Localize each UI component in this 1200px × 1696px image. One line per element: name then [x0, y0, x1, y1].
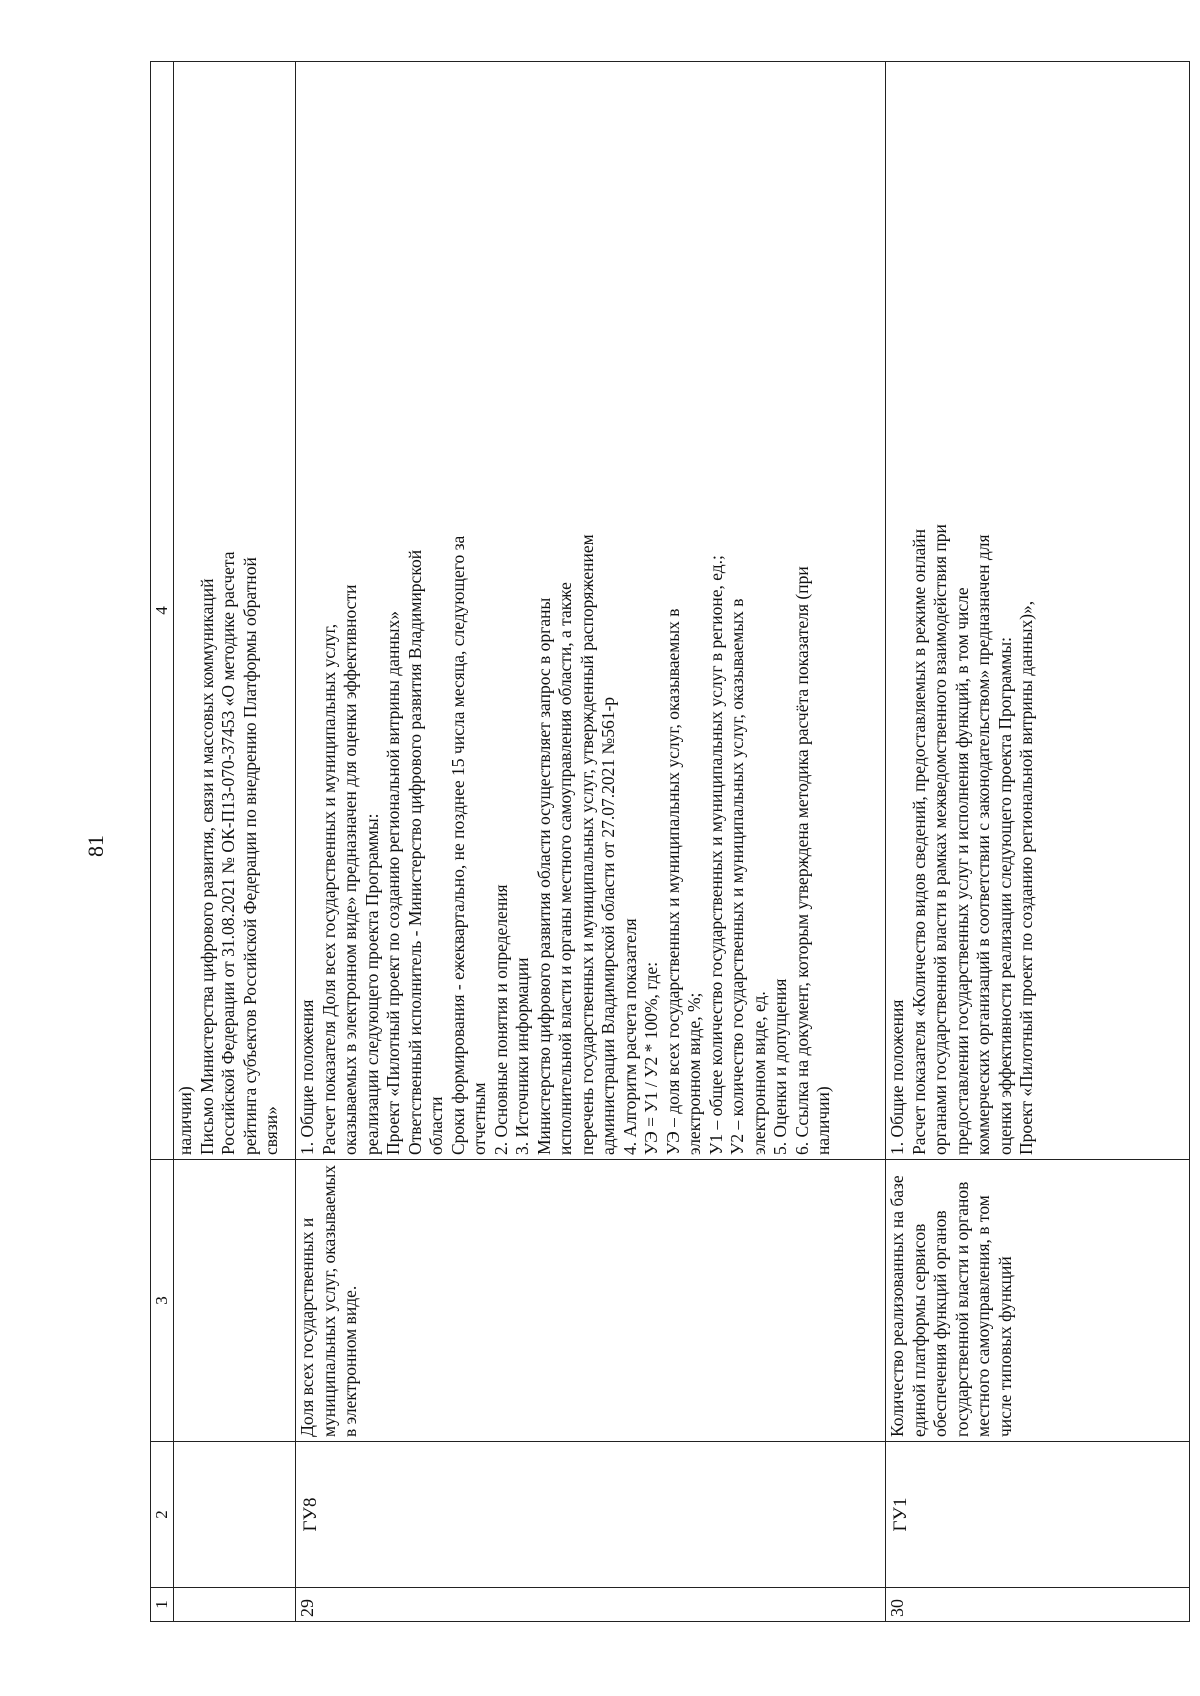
text-line: электронном виде, %; — [684, 992, 704, 1155]
empty-cell — [174, 1442, 296, 1588]
text-line: Сроки формирования - ежеквартально, не позднее 15 числа месяца, следующего за — [447, 535, 468, 1155]
text-line: 4. Алгоритм расчета показателя — [619, 918, 640, 1155]
text-line: Проект «Пилотный проект по созданию региональной витрины данных)», — [1016, 600, 1036, 1155]
text-line: Письмо Министерства цифрового развития, связи и массовых коммуникаций — [196, 578, 217, 1155]
text-line: Ответственный исполнитель - Министерство цифрового развития Владимирской — [404, 549, 425, 1155]
empty-cell — [174, 1160, 296, 1442]
text-line: У2 – количество государственных и муниципальных услуг, оказываемых в — [727, 598, 747, 1155]
indicator-name: Доля всех государственных и муниципальных услуг, оказываемых в электронном виде. — [296, 1160, 886, 1442]
text-line: Министерство цифрового развития области осуществляет запрос в органы — [533, 597, 554, 1155]
text-line: области — [426, 1096, 446, 1155]
empty-cell — [174, 1588, 296, 1622]
text-line: предоставлении государственных услуг и исполнения функций, в том числе — [951, 587, 972, 1155]
page-number: 81 — [83, 835, 108, 857]
text-line: исполнительной власти и органы местного самоуправления области, а также — [555, 582, 575, 1155]
text-line: коммерческих организаций в соответствии с законодательством» предназначен для — [973, 534, 993, 1155]
text-line: оказываемых в электронном виде» предназначен для оценки эффективности — [340, 584, 360, 1155]
text-line: 1. Общие положения — [297, 999, 317, 1155]
text-line: Расчет показателя «Количество видов сведений, предоставляемых в режиме онлайн — [908, 528, 929, 1155]
header-cell-3: 3 — [151, 1160, 174, 1442]
text-line: 2. Основные понятия и определения — [490, 884, 511, 1155]
methodology-cell — [174, 62, 296, 1160]
text-line: органами государственной власти в рамках межведомственного взаимодействия при — [930, 524, 950, 1155]
text-line: реализации следующего проекта Программы: — [361, 813, 382, 1155]
indicator-code: ГУ1 — [886, 1442, 1190, 1588]
row-number: 30 — [886, 1588, 1190, 1622]
table-row-29 — [296, 62, 886, 1622]
text-line: наличии) — [813, 1086, 833, 1155]
text-line: электронном виде, ед. — [748, 991, 769, 1155]
table-row-30 — [886, 62, 1190, 1622]
text-line: Российской Федерации от 31.08.2021 № ОК-П13-070-37453 «О методике расчета — [218, 551, 238, 1155]
text-line: 6. Ссылка на документ, которым утверждена методика расчёта показателя (при — [791, 566, 812, 1155]
methodology-cell — [886, 62, 1190, 1160]
row-number: 29 — [296, 1588, 886, 1622]
rotated-page — [150, 62, 1190, 1622]
text-line: оценки эффективности реализации следующего проекта Программы: — [994, 637, 1015, 1155]
text-line: администрации Владимирской области от 27.07.2021 №561-р — [598, 696, 618, 1155]
text-line: перечень государственных и муниципальных услуг, утвержденный распоряжением — [576, 534, 597, 1155]
table-row-continuation — [174, 62, 296, 1622]
text-line: 5. Оценки и допущения — [770, 978, 790, 1155]
text-line: 3. Источники информации — [512, 957, 532, 1155]
text-line: отчетным — [469, 1082, 489, 1155]
methodology-cell — [296, 62, 886, 1160]
text-line: УЭ = У1 / У2 * 100%, где: — [641, 961, 661, 1155]
header-cell-4: 4 — [151, 62, 174, 1160]
header-cell-1: 1 — [151, 1588, 174, 1622]
text-line: Проект «Пилотный проект по созданию региональной витрины данных» — [383, 611, 403, 1155]
text-line: рейтинга субъектов Российской Федерации по внедрению Платформы обратной — [239, 557, 260, 1155]
text-line: наличии) — [175, 1086, 195, 1155]
methodology-table — [150, 61, 1190, 1622]
header-cell-2: 2 — [151, 1442, 174, 1588]
text-line: 1. Общие положения — [887, 999, 907, 1155]
indicator-name: Количество реализованных на базе единой платформы сервисов обеспечения функций органов государственной власти и органов местного самоуправления, в том числе типовых функций — [886, 1160, 1190, 1442]
text-line: УЭ – доля всех государственных и муниципальных услуг, оказываемых в — [662, 608, 683, 1155]
text-line: У1 – общее количество государственных и муниципальных услуг в регионе, ед.; — [705, 555, 726, 1155]
text-line: связи» — [261, 1106, 281, 1155]
table-header-row — [151, 62, 174, 1622]
text-line: Расчет показателя Доля всех государственных и муниципальных услуг, — [318, 623, 339, 1155]
indicator-code: ГУ8 — [296, 1442, 886, 1588]
